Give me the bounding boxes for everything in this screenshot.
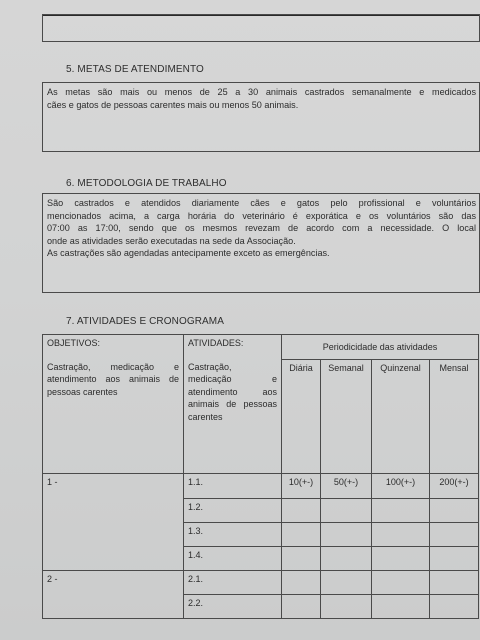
monthly-value [430,571,479,595]
activity-cell: 2.1. [184,571,282,595]
daily-value [282,523,321,547]
objective-cell-2: 2 - [43,571,184,619]
monthly-value [430,499,479,523]
periodicity-header: Periodicidade das atividades [282,335,479,360]
period-biweekly: Quinzenal [372,360,430,474]
objective-description: Castração, medicação e atendimento aos animais de pessoas carentes [47,361,179,397]
biweekly-value [372,523,430,547]
biweekly-value [372,547,430,571]
biweekly-value: 100(+-) [372,474,430,499]
period-daily: Diária [282,360,321,474]
section-6-box [42,193,480,293]
monthly-value [430,523,479,547]
activity-cell: 1.3. [184,523,282,547]
table-header-row [43,335,479,360]
previous-section-box [42,14,480,42]
objectives-header-cell [43,335,184,474]
biweekly-value [372,499,430,523]
objective-cell-1: 1 - [43,474,184,571]
daily-value [282,571,321,595]
activities-header: ATIVIDADES: [188,338,244,348]
weekly-value [321,499,372,523]
section-6-line-3: 07:00 as 17:00, sendo que os mesmos revezam de acordo com a necessidade. O local [47,223,476,233]
monthly-value: 200(+-) [430,474,479,499]
activities-header-cell [184,335,282,474]
daily-value [282,595,321,619]
activity-cell: 1.4. [184,547,282,571]
weekly-value [321,547,372,571]
weekly-value [321,571,372,595]
monthly-value [430,547,479,571]
section-6-text [43,194,479,260]
weekly-value [321,523,372,547]
section-6-line-2: mencionados acima, a carga horária do veterinário é exporática e os voluntários são das [47,210,476,221]
section-7-title: 7. ATIVIDADES E CRONOGRAMA [66,316,225,327]
biweekly-value [372,571,430,595]
section-6-line-4: onde as atividades serão executadas na sede da Associação. [47,235,296,246]
daily-value: 10(+-) [282,474,321,499]
period-weekly: Semanal [321,360,372,474]
section-6-title: 6. METODOLOGIA DE TRABALHO [66,178,227,189]
period-monthly: Mensal [430,360,479,474]
daily-value [282,499,321,523]
activity-cell: 1.1. [184,474,282,499]
monthly-value [430,595,479,619]
section-6-line-1: São castrados e atendidos diariamente cães e gatos pelo profissional e voluntários [47,198,476,208]
table-row [43,474,479,499]
objectives-header: OBJETIVOS: [47,338,101,348]
section-6-line-5: As castrações são agendadas antecipamente exceto as emergências. [47,248,330,258]
section-5-title: 5. METAS DE ATENDIMENTO [66,64,204,75]
weekly-value [321,595,372,619]
activity-description: Castração, medicação e atendimento aos animais de pessoas carentes [188,361,277,422]
biweekly-value [372,595,430,619]
section-5-line-1: As metas são mais ou menos de 25 a 30 animais castrados semanalmente e medicados [47,87,476,97]
activity-cell: 2.2. [184,595,282,619]
weekly-value: 50(+-) [321,474,372,499]
activity-cell: 1.2. [184,499,282,523]
daily-value [282,547,321,571]
section-5-text [43,83,479,111]
table-row [43,571,479,595]
section-5-line-2: cães e gatos de pessoas carentes mais ou menos 50 animais. [47,99,299,110]
schedule-table [42,334,479,619]
section-5-box [42,82,480,152]
